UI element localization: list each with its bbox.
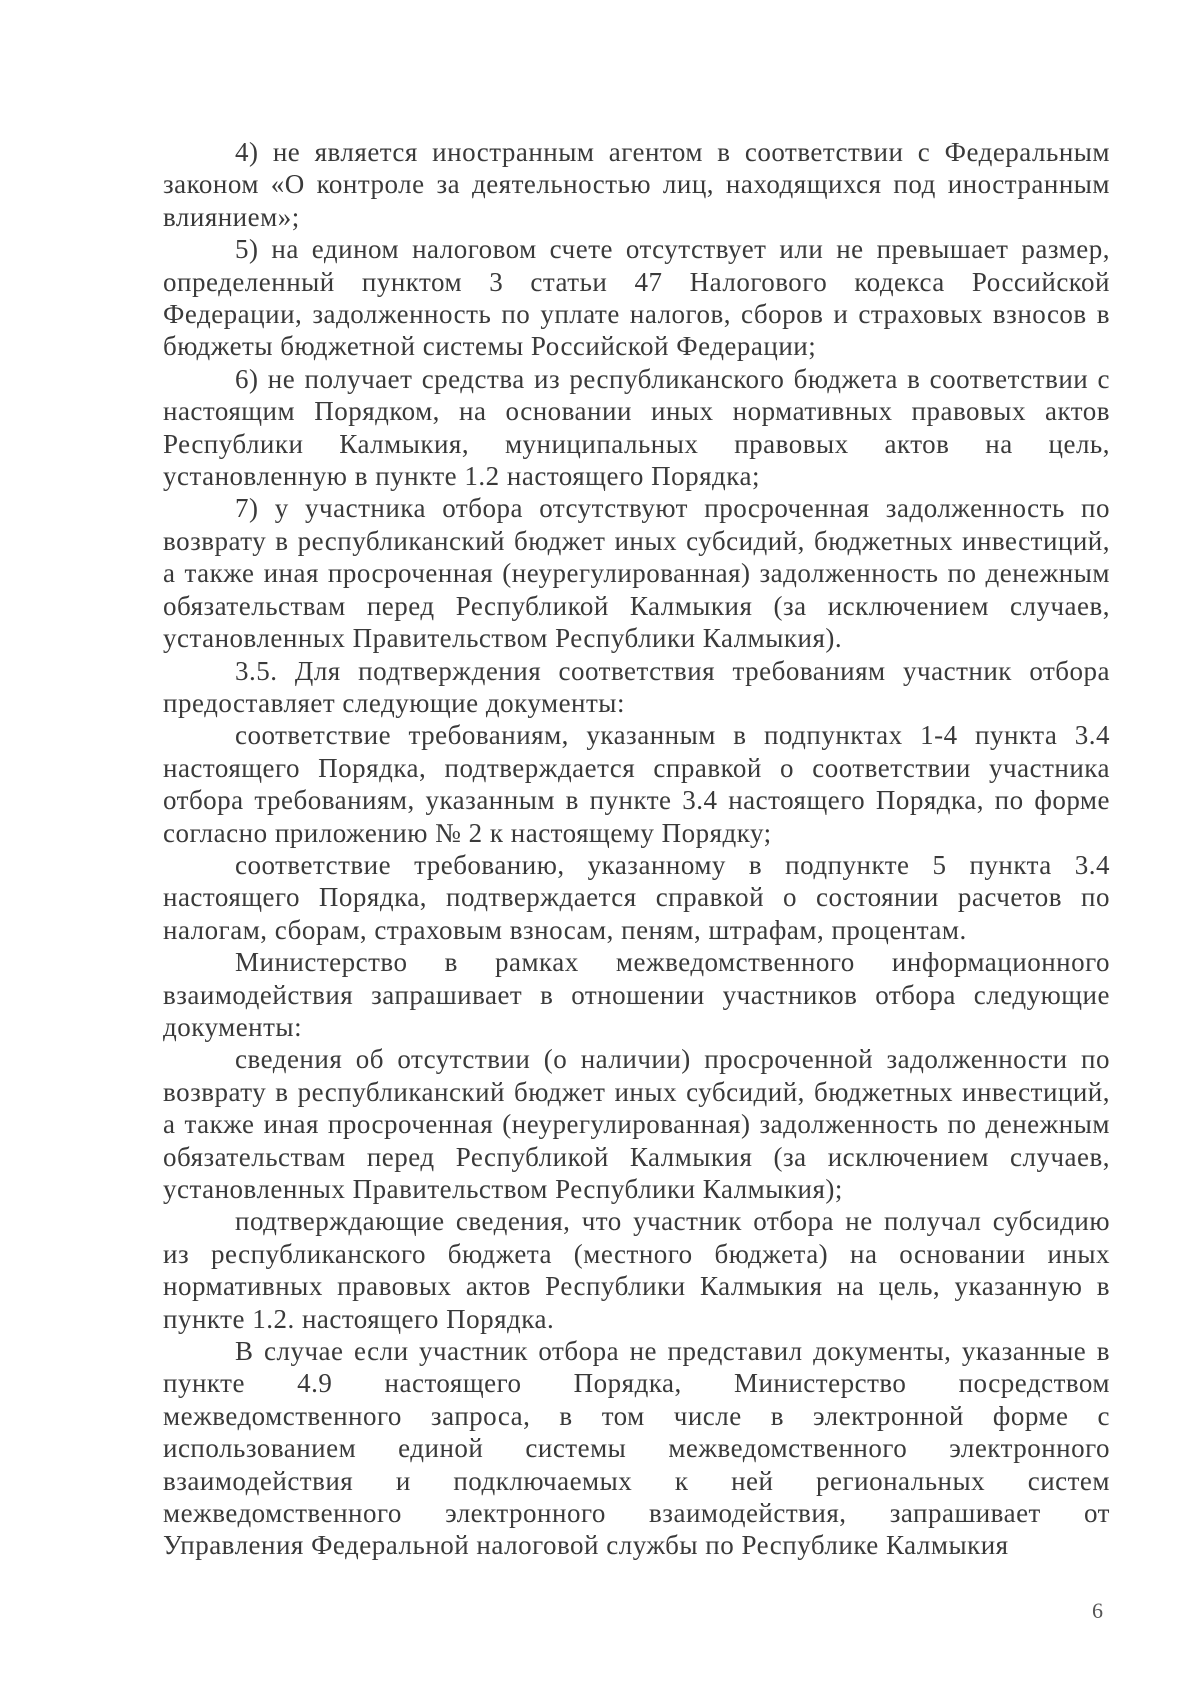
paragraph-ministry-request: Министерство в рамках межведомственного информационного взаимодействия запрашивает в отношении участников отбора следующие документы: [163, 947, 1110, 1042]
paragraph-item-6: 6) не получает средства из республиканского бюджета в соответствии с настоящим Порядком, на основании иных нормативных правовых актов Республики Калмыкия, муниципальных правовых актов на цель, установленную в пункте 1.2 настоящего Порядка; [163, 363, 1110, 492]
paragraph-debt-info: сведения об отсутствии (о наличии) просроченной задолженности по возврату в республиканский бюджет иных субсидий, бюджетных инвестиций, а также иная просроченная (неурегулированная) задолженность по денежным обязательствам перед Республикой Калмыкия (за исключением случаев, установленных Правительством Республики Калмыкия); [163, 1044, 1110, 1204]
document-body [163, 136, 1110, 1562]
paragraph-clause-3-5: 3.5. Для подтверждения соответствия требованиям участник отбора предоставляет следующие документы: [163, 655, 1110, 718]
paragraph-item-4: 4) не является иностранным агентом в соответствии с Федеральным законом «О контроле за деятельностью лиц, находящихся под иностранным влиянием»; [163, 137, 1110, 232]
paragraph-subsidy-confirmation: подтверждающие сведения, что участник отбора не получал субсидию из республиканского бюджета (местного бюджета) на основании иных нормативных правовых актов Республики Калмыкия на цель, указанную в пункте 1.2. настоящего Порядка. [163, 1206, 1110, 1334]
page-number: 6 [1092, 1598, 1103, 1623]
paragraph-requirement-5: соответствие требованию, указанному в подпункте 5 пункта 3.4 настоящего Порядка, подтверждается справкой о состоянии расчетов по налогам, сборам, страховым взносам, пеням, штрафам, процентам. [163, 849, 1110, 945]
paragraph-requirements-1-4: соответствие требованиям, указанным в подпунктах 1-4 пункта 3.4 настоящего Порядка, подтверждается справкой о соответствии участника отбора требованиям, указанным в пункте 3.4 настоящего Порядка, по форме согласно приложению № 2 к настоящему Порядку; [163, 720, 1110, 848]
paragraph-item-7: 7) у участника отбора отсутствуют просроченная задолженность по возврату в республиканский бюджет иных субсидий, бюджетных инвестиций, а также иная просроченная (неурегулированная) задолженность по денежным обязательствам перед Республикой Калмыкия (за исключением случаев, установленных Правительством Республики Калмыкия). [163, 493, 1110, 654]
paragraph-interagency-request: В случае если участник отбора не представил документы, указанные в пункте 4.9 настоящего Порядка, Министерство посредством межведомственного запроса, в том числе в электронной форме с использованием единой системы межведомственного электронного взаимодействия и подключаемых к ней региональных систем межведомственного электронного взаимодействия, запрашивает от Управления Федеральной налоговой службы по Республике Калмыкия [163, 1336, 1110, 1561]
paragraph-item-5: 5) на едином налоговом счете отсутствует или не превышает размер, определенный пунктом 3 статьи 47 Налогового кодекса Российской Федерации, задолженность по уплате налогов, сборов и страховых взносов в бюджеты бюджетной системы Российской Федерации; [163, 234, 1110, 362]
